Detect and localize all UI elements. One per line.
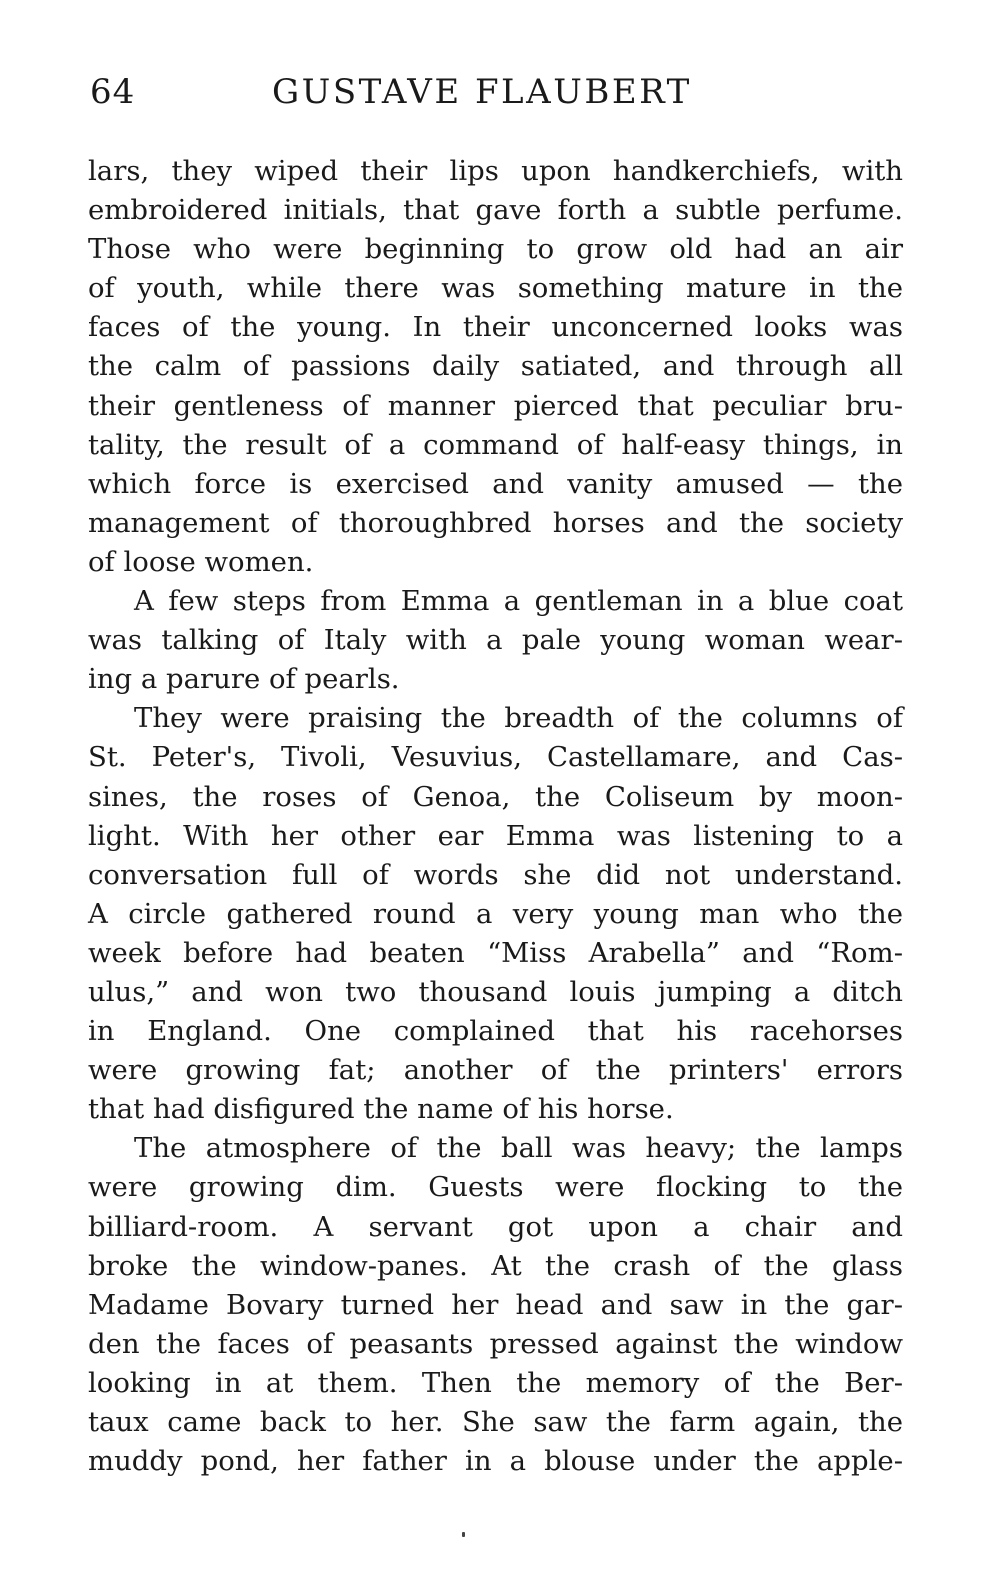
text-line: sines, the roses of Genoa, the Coliseum by moon- (88, 780, 903, 813)
text-line: of youth, while there was something mature in the (88, 272, 903, 305)
text-line: management of thoroughbred horses and the society (88, 506, 903, 539)
text-line: tality, the result of a command of half-easy things, in (88, 428, 903, 461)
text-line: lars, they wiped their lips upon handkerchiefs, with (88, 155, 903, 187)
text-line: A circle gathered round a very young man who the (88, 897, 903, 930)
text-line: week before had beaten “Miss Arabella” and “Rom- (88, 936, 903, 969)
text-line: broke the window-panes. At the crash of the glass (88, 1249, 903, 1282)
text-line: St. Peter's, Tivoli, Vesuvius, Castellamare, and Cas- (88, 741, 903, 774)
text-line: looking in at them. Then the memory of the Ber- (88, 1366, 903, 1399)
text-line: Madame Bovary turned her head and saw in the gar- (88, 1288, 903, 1321)
text-line: ing a parure of pearls. (88, 663, 400, 696)
text-line: They were praising the breadth of the columns of (134, 702, 903, 735)
page-number: 64 (90, 72, 136, 112)
text-line: of loose women. (88, 545, 314, 578)
text-line: that had disfigured the name of his horse. (88, 1093, 674, 1126)
text-line: were growing fat; another of the printers' errors (88, 1054, 903, 1087)
page-header (90, 68, 905, 116)
text-line: embroidered initials, that gave forth a subtle perfume. (88, 194, 903, 227)
text-line: Those who were beginning to grow old had an air (88, 233, 903, 266)
text-line: which force is exercised and vanity amused — the (88, 467, 903, 500)
text-line: in England. One complained that his racehorses (88, 1015, 903, 1048)
text-line: conversation full of words she did not understand. (88, 858, 903, 891)
text-line: faces of the young. In their unconcerned looks was (88, 311, 903, 344)
text-line: was talking of Italy with a pale young woman wear- (88, 624, 903, 657)
printer-mark (462, 1532, 465, 1537)
text-line: ulus,” and won two thousand louis jumping a ditch (88, 975, 903, 1008)
running-head: GUSTAVE FLAUBERT (272, 72, 692, 112)
text-line: the calm of passions daily satiated, and through all (88, 350, 903, 383)
text-line: The atmosphere of the ball was heavy; the lamps (134, 1132, 903, 1165)
text-line: den the faces of peasants pressed against the window (88, 1327, 903, 1360)
text-line: billiard-room. A servant got upon a chair and (88, 1210, 903, 1243)
body-text (88, 152, 903, 1481)
text-line: light. With her other ear Emma was listening to a (88, 819, 903, 852)
text-line: muddy pond, her father in a blouse under the apple- (88, 1445, 903, 1478)
text-line: taux came back to her. She saw the farm again, the (88, 1406, 903, 1438)
text-line: A few steps from Emma a gentleman in a blue coat (134, 585, 903, 618)
text-line: were growing dim. Guests were flocking to the (88, 1171, 903, 1204)
text-line: their gentleness of manner pierced that peculiar bru- (88, 389, 903, 422)
